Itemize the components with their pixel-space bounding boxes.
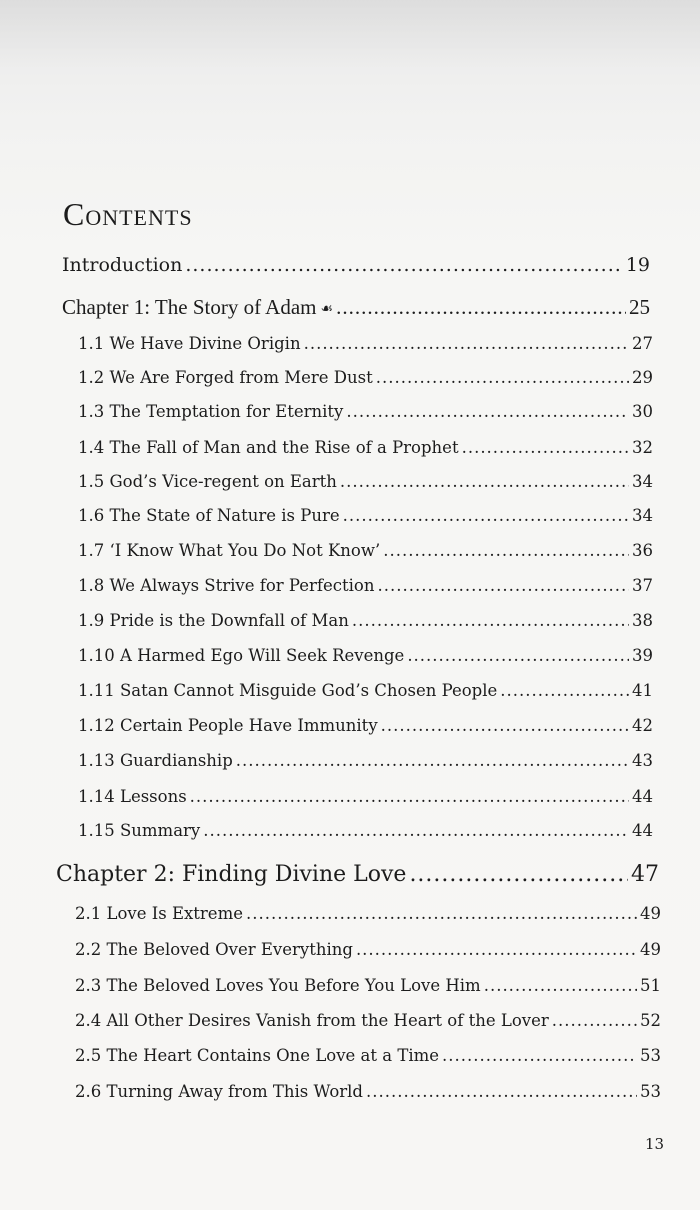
toc-entry (78, 438, 653, 457)
toc-entry (78, 334, 653, 353)
toc-entry (78, 821, 653, 840)
toc-entry-label: 2.3 The Beloved Loves You Before You Love Him (75, 976, 481, 995)
toc-entry (78, 576, 653, 595)
toc-entry-label: 1.8 We Always Strive for Perfection (78, 576, 375, 595)
toc-entry (75, 976, 661, 995)
toc-entry (75, 1011, 661, 1030)
toc-entry-label (62, 295, 333, 320)
toc-entry-label: 2.4 All Other Desires Vanish from the Heart of the Lover (75, 1011, 549, 1030)
dot-leader (340, 472, 629, 491)
toc-entry-page: 32 (632, 438, 653, 457)
toc-entry-page: 30 (632, 402, 653, 421)
toc-entry-page: 39 (632, 646, 653, 665)
dot-leader (343, 506, 629, 525)
dot-leader (356, 940, 637, 959)
dot-leader (304, 334, 629, 353)
toc-entry (78, 402, 653, 421)
toc-entry-page: 42 (632, 716, 653, 735)
dot-leader (462, 438, 629, 457)
dot-leader (346, 402, 629, 421)
toc-entry-page: 53 (640, 1082, 661, 1101)
toc-entry-label: 1.10 A Harmed Ego Will Seek Revenge (78, 646, 405, 665)
toc-entry-page: 38 (632, 611, 653, 630)
toc-entry-label: 1.15 Summary (78, 821, 201, 840)
toc-entry-label: 1.9 Pride is the Downfall of Man (78, 611, 349, 630)
dot-leader (500, 681, 629, 700)
toc-entry (75, 1082, 661, 1101)
toc-entry-page: 44 (632, 787, 653, 806)
toc-entry (78, 646, 653, 665)
toc-entry-introduction (62, 254, 650, 276)
toc-entry (78, 751, 653, 770)
dot-leader (190, 787, 629, 806)
toc-entry-chapter-2 (56, 862, 659, 887)
dot-leader (409, 862, 628, 887)
contents-heading: Contents (63, 196, 193, 232)
toc-entry-label: 1.14 Lessons (78, 787, 187, 806)
chapter-1-title: Chapter 1: The Story of Adam (62, 295, 317, 319)
toc-entry-label: 1.12 Certain People Have Immunity (78, 716, 378, 735)
toc-entry-page: 49 (640, 940, 661, 959)
toc-entry-label: 2.5 The Heart Contains One Love at a Time (75, 1046, 440, 1065)
toc-entry-label: 1.1 We Have Divine Origin (78, 334, 301, 353)
toc-entry-page: 43 (632, 751, 653, 770)
dot-leader (246, 904, 637, 923)
toc-entry (78, 541, 653, 560)
toc-entry-label: 1.5 God’s Vice-regent on Earth (78, 472, 337, 491)
page-number: 13 (645, 1135, 665, 1153)
toc-entry-page: 53 (640, 1046, 661, 1065)
dot-leader (552, 1011, 637, 1030)
toc-entry (78, 611, 653, 630)
toc-entry (75, 904, 661, 923)
toc-entry (78, 472, 653, 491)
toc-entry-page: 51 (640, 976, 661, 995)
toc-entry-label: 1.13 Guardianship (78, 751, 233, 770)
toc-entry-label: 1.4 The Fall of Man and the Rise of a Prophet (78, 438, 459, 457)
dot-leader (378, 576, 630, 595)
toc-entry-label: Introduction (62, 254, 183, 276)
toc-entry-page: 29 (632, 368, 653, 387)
toc-entry (78, 716, 653, 735)
toc-entry-page: 47 (631, 862, 659, 887)
toc-entry-page: 37 (632, 576, 653, 595)
toc-entry-page: 34 (632, 472, 653, 491)
toc-entry-label: 2.1 Love Is Extreme (75, 904, 243, 923)
toc-entry (75, 1046, 661, 1065)
toc-entry-page: 41 (632, 681, 653, 700)
toc-entry-page: 36 (632, 541, 653, 560)
dot-leader (407, 646, 629, 665)
dot-leader (442, 1046, 637, 1065)
toc-entry-page: 52 (640, 1011, 661, 1030)
toc-entry-chapter-1 (62, 295, 650, 320)
page-top-shadow (0, 0, 700, 70)
toc-entry (78, 681, 653, 700)
toc-entry-label: 1.7 ‘I Know What You Do Not Know’ (78, 541, 381, 560)
toc-entry-label: 2.2 The Beloved Over Everything (75, 940, 353, 959)
dot-leader (381, 716, 629, 735)
dot-leader (203, 821, 629, 840)
toc-entry-label: 1.2 We Are Forged from Mere Dust (78, 368, 373, 387)
toc-entry-label: 1.6 The State of Nature is Pure (78, 506, 340, 525)
toc-entry (78, 506, 653, 525)
dot-leader (236, 751, 629, 770)
toc-entry-page: 44 (632, 821, 653, 840)
toc-entry (78, 368, 653, 387)
dot-leader (352, 611, 629, 630)
dot-leader (366, 1082, 637, 1101)
honorific-glyph: ☙ (320, 302, 334, 317)
toc-entry-page: 49 (640, 904, 661, 923)
toc-entry-page: 34 (632, 506, 653, 525)
toc-entry-label: 2.6 Turning Away from This World (75, 1082, 363, 1101)
toc-entry-label: 1.3 The Temptation for Eternity (78, 402, 344, 421)
toc-entry-page: 19 (625, 254, 650, 276)
toc-entry-page: 25 (629, 295, 650, 319)
dot-leader (336, 295, 626, 320)
toc-entry-page: 27 (632, 334, 653, 353)
dot-leader (376, 368, 629, 387)
toc-entry (78, 787, 653, 806)
dot-leader (185, 254, 622, 276)
toc-entry-label: 1.11 Satan Cannot Misguide God’s Chosen People (78, 681, 498, 700)
toc-entry-label: Chapter 2: Finding Divine Love (56, 862, 407, 887)
dot-leader (484, 976, 637, 995)
dot-leader (383, 541, 629, 560)
toc-entry (75, 940, 661, 959)
